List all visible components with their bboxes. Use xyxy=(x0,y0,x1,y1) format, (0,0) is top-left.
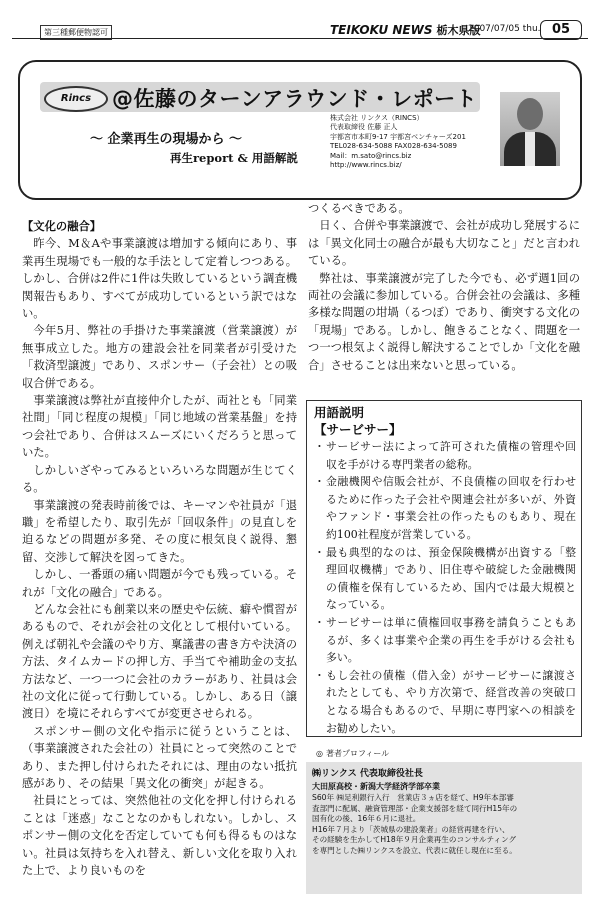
report-title: @佐藤のターンアラウンド・レポート xyxy=(112,87,478,111)
contact-block xyxy=(330,114,500,170)
profile-text xyxy=(312,767,578,857)
website: http://www.rincs.biz/ xyxy=(330,161,402,170)
paragraph: 昨今、M＆Aや事業譲渡は増加する傾向にあり、事業再生現場でも一般的な手法として定着しつつある。しかし、合併は2件に1件は失敗しているという調査機関報告もあり、すべてが成功しているという訳ではない。 xyxy=(22,237,297,321)
list-item-text: サービサー法によって許可された債権の管理や回収を手がける専門業者の総称。 xyxy=(326,440,576,471)
bullet: ・ xyxy=(314,545,325,559)
glossary-term: 【サービサー】 xyxy=(314,422,402,437)
profile-bullet-icon: ◎ xyxy=(316,749,323,758)
paragraph: どんな会社にも創業以来の歴史や伝統、癖や慣習があるもので、それが会社の文化として根付いている。例えば朝礼や会議のやり方、稟議書の書き方や決済の方法、タイムカードの押し方、手当てや補助金の支払方法など、一つ一つに会社のカラーがあり、社員は会社の文化に従って行動している。しかし、ある日（譲渡日）を境にそれらすべてが変更させられる。 xyxy=(22,602,297,721)
profile-line: 大田原高校・新潟大学経済学部卒業 xyxy=(312,782,440,791)
email: Mail：m.sato@rincs.biz xyxy=(330,151,412,160)
profile-line: を専門とした㈱リンクスを設立、代表に就任し現在に至る。 xyxy=(312,845,517,855)
report-subtitle: ～ 企業再生の現場から ～ xyxy=(90,132,243,147)
paragraph: しかし、一番頭の痛い問題が今でも残っている。それが「文化の融合」である。 xyxy=(22,568,297,599)
paragraph: 弊社は、事業譲渡が完了した今でも、必ず週1回の両社の会議に参加している。合併会社の会議は、多種多様な問題の坩堝（るつぼ）であり、衝突する文化の「現場」である。しかし、飽きることなく、問題を一つ一つ根気よく説得し解決することでしか「文化を融合」させることは出来ないと思っている。 xyxy=(308,271,580,372)
article-heading: 【文化の融合】 xyxy=(22,220,102,233)
paragraph: しかしいざやってみるといろいろな問題が生じてくる。 xyxy=(22,463,297,495)
list-item xyxy=(314,544,576,614)
profile-heading xyxy=(316,748,389,759)
representative: 代表取締役 佐藤 正人 xyxy=(330,123,398,132)
profile-line: 査部門に配属、融資管理部・企業支援部を経て同行H15年の xyxy=(312,803,518,813)
bullet: ・ xyxy=(314,668,325,682)
bullet: ・ xyxy=(314,475,325,489)
profile-line: H16年７月より「茨城県の建設業者」の経営再建を行い、 xyxy=(312,824,510,834)
paragraph: 事業譲渡の発表時前後では、キーマンや社員が「退職」を希望したり、取引先が「回収条件」の見直しを迫るなどの問題が多発、その度に根気良く説得、懇留、交渉して解決を図ってきた。 xyxy=(22,498,297,564)
profile-line: 国有化の後、16年６月に退社。 xyxy=(312,814,421,824)
issue-date: 2007/07/05 thu. xyxy=(468,24,541,34)
profile-line: その経験を生かしてH18年９月企業再生のコンサルティング xyxy=(312,835,517,845)
paragraph: 日く、合併や事業譲渡で、会社が成功し発展するには「異文化同士の融合が最も大切なこと」だと言われている。 xyxy=(308,219,580,268)
list-item xyxy=(314,667,576,737)
list-item-text: 最も典型的なのは、預金保険機構が出資する「整理回収機構」であり、旧住専や破綻した金融機関の債権を保有しているため、国内では最大規模となっている。 xyxy=(326,545,576,612)
bullet: ・ xyxy=(314,615,325,629)
profile-line: ㈱リンクス 代表取締役社長 xyxy=(312,769,423,779)
bullet: ・ xyxy=(314,440,325,453)
profile-heading-text: 著者プロフィール xyxy=(325,749,390,758)
profile-line: S60年 ㈱足利銀行入行 営業店３ヵ店を経て、H9年本部審 xyxy=(312,793,514,802)
newspaper-name xyxy=(330,22,481,38)
article-left-column xyxy=(22,218,297,879)
address: 宇都宮市本町9-17 宇都宮ベンチャーズ201 xyxy=(330,132,466,141)
paragraph: つくるべきである。 xyxy=(308,202,410,215)
glossary-list xyxy=(314,438,576,737)
paragraph: 社員にとっては、突然他社の文化を押し付けられることは「迷惑」なことなのかもしれない。しかし、スポンサー側の文化を否定していても何も得るものはない。社員は気持ちを入れ替え、新しい文化を取り入れた上で、より良いものを xyxy=(22,794,297,878)
edition-label: 栃木県版 xyxy=(436,24,481,37)
author-photo xyxy=(500,92,560,166)
list-item xyxy=(314,614,576,667)
paragraph: 事業譲渡は弊社が直接仲介したが、両社とも「同業社間」「同じ程度の規模」「同じ地域の営業基盤」を持つ会社であり、合併はスムーズにいくだろうと思っていた。 xyxy=(22,394,297,460)
page-number: 05 xyxy=(540,20,582,40)
newspaper-title: TEIKOKU NEWS xyxy=(330,23,433,37)
list-item-text: もし会社の債権（借入金）がサービサーに譲渡されたとしても、やり方次第で、経営改善の突破口となる場合もあるので、早期に専門家への相談をお勧めしたい。 xyxy=(326,668,576,735)
company-name: 株式会社 リンクス（RINCS） xyxy=(330,114,424,122)
postal-permit-label: 第三種郵便物認可 xyxy=(40,25,112,40)
paragraph: スポンサー側の文化や指示に従うということは、（事業譲渡された会社の）社員にとって突然のことであり、また押し付けられたそれには、理由のない抵抗感があり、その結果「異文化の衝突」が起きる。 xyxy=(22,724,297,790)
list-item xyxy=(314,438,576,473)
list-item xyxy=(314,473,576,543)
list-item-text: サービサーは単に債権回収事務を請負うこともあるが、多くは事業や企業の再生を手がける会社も多い。 xyxy=(326,615,576,665)
rincs-logo: Rincs xyxy=(44,86,108,112)
list-item-text: 金融機関や信販会社が、不良債権の回収を行わせるために作った子会社や関連会社が多いが、外資やファンド・事業会社の作ったものもあり、現在約100社程度が営業している。 xyxy=(326,475,576,541)
article-right-column xyxy=(308,200,580,374)
report-subtitle-2: 再生report & 用語解説 xyxy=(170,151,298,165)
phone-fax: TEL028-634-5088 FAX028-634-5089 xyxy=(330,142,457,151)
paragraph: 今年5月、弊社の手掛けた事業譲渡（営業譲渡）が無事成立した。地方の建設会社を同業者が引受けた「救済型譲渡」であり、スポンサー（子会社）との吸収合併である。 xyxy=(22,324,297,390)
glossary-title: 用語説明 xyxy=(314,405,365,420)
glossary-heading xyxy=(314,404,402,438)
header-rule xyxy=(12,38,588,39)
